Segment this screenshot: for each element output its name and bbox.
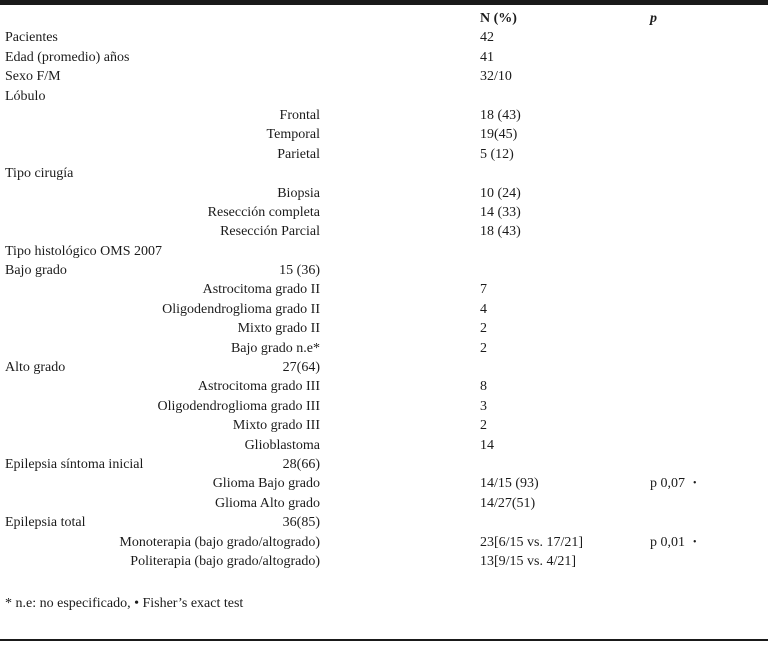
p-cell [650, 533, 697, 552]
fisher-test-marker: • [693, 536, 697, 548]
table-row [0, 203, 768, 222]
n-cell: 23[6/15 vs. 17/21] [480, 534, 584, 550]
table-row [0, 184, 768, 203]
n-cell: 14/27(51) [480, 495, 536, 511]
table-row [0, 533, 768, 552]
table-row [0, 319, 768, 338]
table-row [0, 87, 768, 106]
table-row [0, 513, 768, 532]
n-cell: 18 (43) [480, 224, 521, 240]
row-sublabel: Oligodendroglioma grado II [162, 301, 320, 317]
column-header-p: p [650, 11, 657, 26]
table-row [0, 416, 768, 435]
fisher-test-marker: • [693, 478, 697, 490]
n-cell: 32/10 [480, 69, 512, 85]
n-cell: 4 [480, 301, 487, 317]
row-sublabel: Temporal [266, 127, 320, 143]
row-label: Pacientes [5, 30, 58, 46]
table-bottom-rule [0, 639, 768, 641]
n-cell: 8 [480, 379, 487, 395]
row-label: Sexo F/M [5, 69, 61, 85]
column-header-n: N (%) [480, 11, 517, 26]
row-sublabel: Frontal [279, 107, 320, 123]
row-sublabel: Parietal [277, 146, 320, 162]
table-row [0, 397, 768, 416]
row-sublabel: 27(64) [282, 360, 320, 376]
row-label: Alto grado [5, 360, 66, 376]
row-sublabel: Astrocitoma grado III [197, 379, 320, 395]
table-row [0, 339, 768, 358]
table-row [0, 280, 768, 299]
table-row [0, 145, 768, 164]
table-row [0, 67, 768, 86]
n-cell: 3 [480, 398, 487, 414]
table-body [0, 9, 768, 571]
n-cell: 14/15 (93) [480, 476, 539, 492]
n-cell: 10 (24) [480, 185, 521, 201]
table-row [0, 28, 768, 47]
table-row [0, 474, 768, 493]
row-sublabel: Oligodendroglioma grado III [157, 398, 320, 414]
table-row [0, 436, 768, 455]
row-sublabel: Biopsia [277, 185, 320, 201]
n-cell: 42 [480, 30, 494, 46]
table-header-row [0, 9, 768, 28]
row-sublabel: Astrocitoma grado II [202, 282, 320, 298]
row-sublabel: Mixto grado III [232, 418, 320, 434]
n-cell: 14 [480, 437, 494, 453]
row-sublabel: Glioblastoma [244, 437, 320, 453]
row-sublabel: Glioma Alto grado [215, 495, 320, 511]
n-cell: 7 [480, 282, 487, 298]
n-cell: 41 [480, 49, 494, 65]
row-label: Lóbulo [5, 88, 46, 104]
table-row [0, 222, 768, 241]
table-row [0, 261, 768, 280]
table-row [0, 48, 768, 67]
table-row [0, 494, 768, 513]
n-cell: 2 [480, 321, 487, 337]
p-cell [650, 474, 697, 493]
table-row [0, 300, 768, 319]
row-label: Edad (promedio) años [5, 49, 130, 65]
table-row [0, 106, 768, 125]
table-footnote: * n.e: no especificado, • Fisher’s exact test [5, 596, 244, 611]
row-sublabel: Glioma Bajo grado [212, 476, 320, 492]
row-label: Tipo histológico OMS 2007 [5, 243, 163, 259]
n-cell: 14 (33) [480, 204, 521, 220]
table-row [0, 552, 768, 571]
n-cell: 5 (12) [480, 146, 514, 162]
row-label: Epilepsia total [5, 515, 86, 531]
table-row [0, 164, 768, 183]
table-row [0, 377, 768, 396]
row-sublabel: Monoterapia (bajo grado/altogrado) [119, 534, 320, 550]
n-cell: 18 (43) [480, 107, 521, 123]
p-value: p 0,07 [650, 476, 685, 492]
p-value: p 0,01 [650, 534, 685, 550]
row-label: Bajo grado [5, 263, 67, 279]
table-row [0, 242, 768, 261]
row-sublabel: Mixto grado II [237, 321, 320, 337]
row-label: Tipo cirugía [5, 166, 74, 182]
n-cell: 2 [480, 418, 487, 434]
n-cell: 19(45) [480, 127, 518, 143]
table-top-rule [0, 0, 768, 5]
table-row [0, 455, 768, 474]
row-sublabel: Politerapia (bajo grado/altogrado) [130, 553, 320, 569]
table-row [0, 125, 768, 144]
row-sublabel: 28(66) [282, 456, 320, 472]
n-cell: 13[9/15 vs. 4/21] [480, 553, 577, 569]
row-sublabel: 15 (36) [279, 263, 320, 279]
table-row [0, 358, 768, 377]
row-label: Epilepsia síntoma inicial [5, 456, 144, 472]
row-sublabel: Resección Parcial [220, 224, 320, 240]
row-sublabel: Bajo grado n.e* [230, 340, 320, 356]
row-sublabel: Resección completa [207, 204, 320, 220]
row-sublabel: 36(85) [282, 515, 320, 531]
n-cell: 2 [480, 340, 487, 356]
